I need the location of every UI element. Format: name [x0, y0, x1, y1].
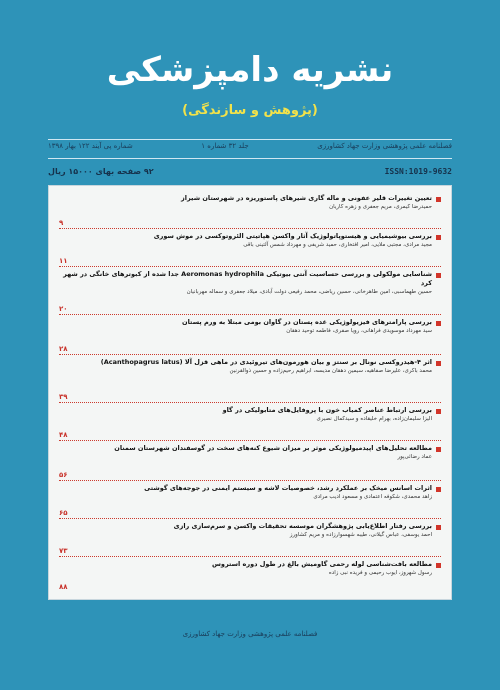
divider-bottom — [48, 158, 452, 159]
toc-entry[interactable] — [59, 232, 441, 267]
toc-entry-title: بررسی بیوشیمیایی و هیستوپاتولوژیک آثار واکسن هپاتیتی الئروتوکسی در موش سوری — [153, 232, 432, 240]
bullet-icon — [436, 321, 441, 326]
toc-entry[interactable] — [59, 270, 441, 315]
toc-entry-authors: الیزا سلیمان‌زاده، بهرام خلیقاده و سیدکمال نصیری — [316, 416, 432, 422]
issue-label: شماره پی آیند ۱۲۲ بهار ۱۳۹۸ — [48, 142, 133, 150]
toc-entry-title: مطالعه تحلیل‌های اپیدمیولوژیکی موثر بر میزان شیوع کنه‌های سخت در گوسفندان شهرستان سمنان — [114, 444, 432, 452]
toc-entry[interactable] — [59, 560, 441, 592]
toc-entry-authors: زاهد محمدی، شکوفه اعتمادی و مسعود ادیب مرادی — [313, 494, 432, 500]
toc-entry-authors: رسول شهروز، ایوب رحیمی و فریده نبی زاده — [328, 570, 432, 576]
toc-entry-authors: احمد یوسفی، عباس گیلانی، طیبه شهسوارزاده و مریم کشاورز — [289, 532, 432, 538]
toc-entry-page: ۷۳ — [59, 547, 68, 555]
toc-entry-page: ۸۸ — [59, 583, 68, 591]
toc-entry-authors: مجید مرادی، مجتبی ملایی، امیر افتخاری، حمید شریفی و مهرداد شمس آلتینی باقی — [243, 242, 432, 248]
toc-entry-page: ۳۹ — [59, 393, 68, 401]
bullet-icon — [436, 525, 441, 530]
toc-entry[interactable] — [59, 194, 441, 229]
toc-entry-title: بررسی ارتباط عناصر کمیاب خون با پروفایل‌های متابولیکی در گاو — [222, 406, 432, 414]
toc-entry[interactable] — [59, 318, 441, 355]
toc-entry-page: ۵۶ — [59, 471, 68, 479]
bullet-icon — [436, 197, 441, 202]
toc-entry[interactable] — [59, 522, 441, 557]
toc-entry-title: شناسایی مولکولی و بررسی حساسیت آنتی بیوتیکی Aeromonas hydrophila جدا شده از کبوترهای خانگی در شهر کرد — [63, 270, 432, 287]
volume-label: جلد ۳۲ شماره ۱ — [201, 142, 249, 150]
toc-entry-authors: سید مهرداد موسویدی فراهانی، رویا صفری، فاطمه توحید دهقان — [286, 328, 432, 334]
table-of-contents — [48, 185, 452, 600]
toc-entry-title: اثرات اسانس میخک بر عملکرد رشد، خصوصیات لاشه و سیستم ایمنی در جوجه‌های گوشتی — [144, 484, 432, 492]
divider-top — [48, 139, 452, 140]
toc-entry-authors: حمیدرضا کیمری، مریم جعفری و زهره کاریان — [329, 204, 432, 210]
journal-title: نشریه دامپزشکی — [106, 50, 394, 90]
bullet-icon — [436, 273, 441, 278]
toc-entry-page: ۲۸ — [59, 345, 68, 353]
toc-entry[interactable] — [59, 444, 441, 481]
toc-entry-page: ۴۸ — [59, 431, 68, 439]
toc-entry-authors: حسین طهماسبی، امین طاهرخانی، حسین ریاضی، محمد رفیعی دولت آبادی، میلاد جعفری و سماله مهربانیان — [186, 289, 432, 295]
toc-entry-authors: محمد باکری، علیرضا صفاهیه، سیمین دهقان مدیسه، ابراهیم رحیم‌زاده و حسین ذوالقرنین — [229, 368, 432, 374]
bullet-icon — [436, 409, 441, 414]
toc-entry[interactable] — [59, 358, 441, 403]
journal-subtitle: (پژوهش و سازندگی) — [182, 103, 318, 118]
bullet-icon — [436, 235, 441, 240]
toc-entry[interactable] — [59, 484, 441, 519]
toc-entry-title: مطالعه بافت‌شناسی لوله رحمی گاومیش بالغ در طول دوره استروس — [211, 560, 432, 568]
bullet-icon — [436, 563, 441, 568]
toc-entry-title: تعیین تغییرات قلیر عفونی و ماله گاری شیرهای پاستوریزه در شهرستان شیراز — [181, 194, 432, 202]
toc-entry[interactable] — [59, 406, 441, 441]
bullet-icon — [436, 447, 441, 452]
toc-entry-authors: عماد رضائی‌پور — [397, 454, 432, 460]
toc-entry-page: ۶۵ — [59, 509, 68, 517]
price-label: ۹۲ صفحه بهای ۱۵۰۰۰ ریال — [48, 167, 154, 176]
toc-entry-page: ۲۰ — [59, 305, 68, 313]
bullet-icon — [436, 361, 441, 366]
info-line — [48, 142, 452, 156]
footer-publisher: فصلنامه علمی پژوهشی وزارت جهاد کشاورزی — [182, 630, 318, 638]
toc-entry-page: ۹ — [59, 219, 64, 227]
bullet-icon — [436, 487, 441, 492]
toc-entry-title: بررسی رفتار اطلاع‌یابی پژوهشگران موسسه تحقیقات واکسن و سرم‌سازی رازی — [173, 522, 432, 530]
toc-entry-title: اثر ۴-هیدروکسی نونال بر سنتز و بیان هورمون‌های تیروئیدی در ماهی قزل آلا (Acanthopagrus latus) — [100, 358, 432, 366]
toc-entry-page: ۱۱ — [59, 257, 68, 265]
issn-label: ISSN:1019-9632 — [384, 167, 452, 176]
publisher-label: فصلنامه علمی پژوهشی وزارت جهاد کشاورزی — [317, 142, 452, 150]
toc-entry-title: بررسی پارامترهای فیزیولوژیکی غده پستان در گاوان بومی مبتلا به ورم پستان — [182, 318, 432, 326]
